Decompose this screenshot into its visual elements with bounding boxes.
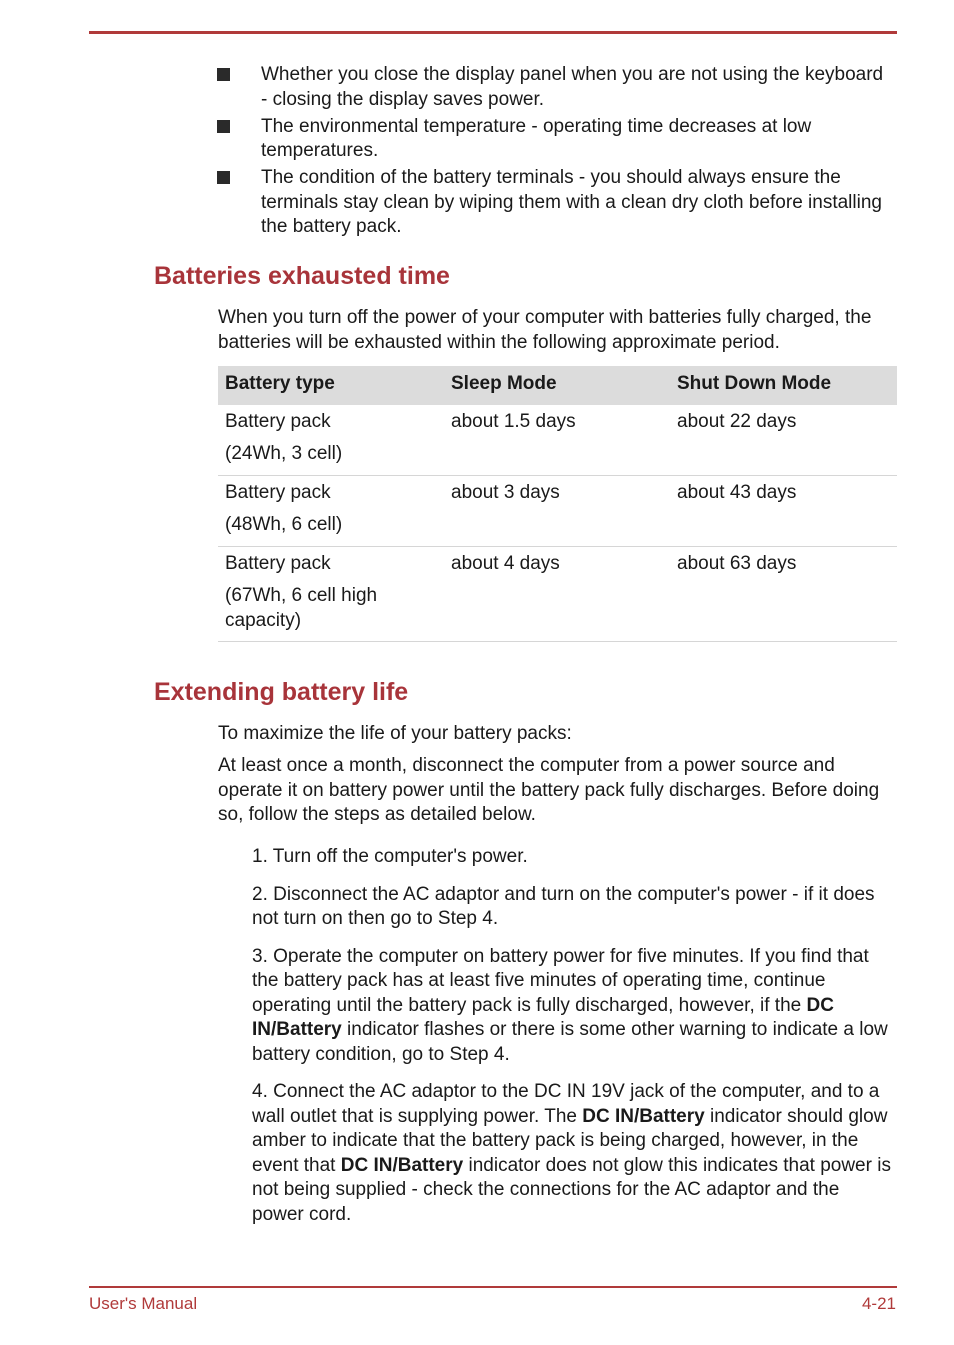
section-heading-extending-battery-life: Extending battery life [154,678,409,706]
table-row [218,475,897,546]
cell-sleep-mode: about 3 days [444,475,670,546]
table-row [218,546,897,642]
step-text: 4. Connect the AC adaptor to the DC IN 19V jack of the computer, and to a wall outlet that is supplying power. The [252,1081,880,1127]
section-intro: To maximize the life of your battery packs: [218,723,572,744]
battery-spec: (48Wh, 6 cell) [225,514,343,535]
battery-name: Battery pack [225,410,331,432]
section-intro: When you turn off the power of your computer with batteries fully charged, the batteries will be exhausted within the following approximate period. [218,307,872,353]
footer-title: User's Manual [89,1294,198,1313]
step-item [252,845,892,870]
indicator-name: DC IN/Battery [340,1154,464,1176]
cell-shut-down-mode: about 63 days [670,546,897,642]
battery-table [218,366,897,642]
bottom-rule [89,1286,897,1288]
battery-name: Battery pack [225,481,331,503]
cell-battery-type [218,475,444,546]
list-item [0,63,954,112]
table-header-row [218,366,897,405]
step-text: indicator should glow amber to indicate that the battery pack is being charged, however, in the event that [252,1105,888,1176]
column-header-sleep-mode: Sleep Mode [444,366,670,405]
battery-spec: (67Wh, 6 cell high capacity) [225,585,378,631]
page-number: 4-21 [861,1294,896,1313]
bullet-list [0,63,954,242]
square-bullet-icon [217,171,230,184]
step-item [252,883,892,932]
section-paragraph: At least once a month, disconnect the computer from a power source and operate it on battery power until the battery pack fully discharges. Before doing so, follow the steps as detailed below. [218,755,880,825]
steps-list [252,845,892,1240]
step-text: 1. Turn off the computer's power. [252,846,528,867]
step-item [252,945,892,1068]
table-row [218,405,897,476]
battery-spec: (24Wh, 3 cell) [225,443,343,464]
cell-shut-down-mode: about 22 days [670,405,897,476]
indicator-name: DC IN/Battery [582,1105,705,1127]
square-bullet-icon [217,120,230,133]
bullet-text: The environmental temperature - operating time decreases at low temperatures. [261,115,812,161]
step-item [252,1080,892,1227]
top-rule [89,31,897,34]
bullet-text: The condition of the battery terminals - you should always ensure the terminals stay clean by wiping them with a clean dry cloth before installing the battery pack. [261,167,882,237]
step-text: 2. Disconnect the AC adaptor and turn on the computer's power - if it does not turn on then go to Step 4. [252,883,875,929]
cell-battery-type [218,405,444,476]
list-item [0,115,954,164]
cell-sleep-mode: about 4 days [444,546,670,642]
step-text: indicator flashes or there is some other warning to indicate a low battery condition, go to Step 4. [252,1019,888,1065]
list-item [0,166,954,240]
section-heading-batteries-exhausted: Batteries exhausted time [154,262,450,290]
cell-sleep-mode: about 1.5 days [444,405,670,476]
step-text: 3. Operate the computer on battery power for five minutes. If you find that the battery pack has at least five minutes of operating time, continue operating until the battery pack is fully discharged, however, if the [252,945,869,1016]
indicator-name: DC IN/Battery [252,994,834,1040]
bullet-text: Whether you close the display panel when you are not using the keyboard - closing the display saves power. [261,64,884,110]
square-bullet-icon [217,68,230,81]
column-header-shut-down-mode: Shut Down Mode [670,366,897,405]
battery-name: Battery pack [225,552,331,574]
step-text: indicator does not glow this indicates that power is not being supplied - check the connections for the AC adaptor and the power cord. [252,1154,891,1225]
cell-battery-type [218,546,444,642]
cell-shut-down-mode: about 43 days [670,475,897,546]
column-header-battery-type: Battery type [218,366,444,405]
